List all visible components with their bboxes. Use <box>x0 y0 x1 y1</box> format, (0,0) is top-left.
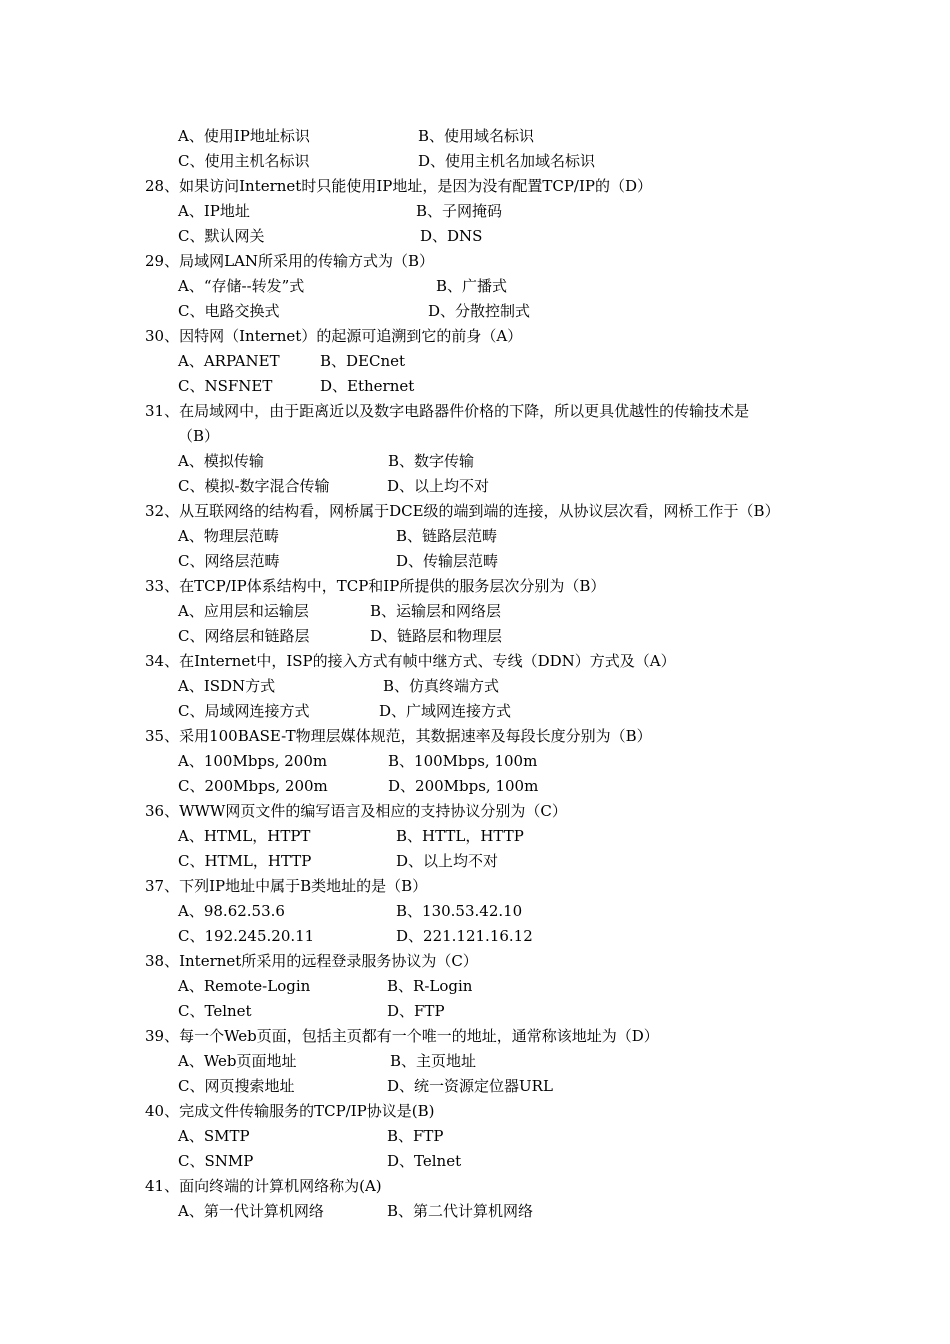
option-right: D、以上均不对 <box>387 477 490 495</box>
option-right: D、Telnet <box>387 1152 462 1170</box>
option-right: B、DECnet <box>320 352 406 370</box>
option-left: A、使用IP地址标识 <box>178 127 310 145</box>
option-right: D、使用主机名加域名标识 <box>418 152 596 170</box>
option-right: B、FTP <box>387 1127 444 1145</box>
option-right: B、使用域名标识 <box>418 127 535 145</box>
option-left: A、HTML，HTPT <box>178 827 311 845</box>
option-right: B、数字传输 <box>388 452 475 470</box>
option-left: C、192.245.20.11 <box>178 927 315 945</box>
option-left: C、NSFNET <box>178 377 273 395</box>
option-left: C、默认网关 <box>178 227 265 245</box>
option-right: D、传输层范畴 <box>396 552 499 570</box>
option-right: D、DNS <box>420 227 483 245</box>
option-right: B、HTTL，HTTP <box>396 827 524 845</box>
option-left: A、100Mbps, 200m <box>178 752 328 770</box>
question-text: 32、从互联网络的结构看，网桥属于DCE级的端到端的连接，从协议层次看，网桥工作于（B） <box>145 502 780 520</box>
question-text: 38、Internet所采用的远程登录服务协议为（C） <box>145 952 478 970</box>
option-left: C、SNMP <box>178 1152 254 1170</box>
option-left: C、网络层和链路层 <box>178 627 310 645</box>
question-continuation: （B） <box>178 427 220 445</box>
option-right: D、以上均不对 <box>396 852 499 870</box>
question-text: 31、在局域网中，由于距离近以及数字电路器件价格的下降，所以更具优越性的传输技术是 <box>145 402 750 420</box>
option-left: C、网络层范畴 <box>178 552 280 570</box>
option-left: C、网页搜索地址 <box>178 1077 295 1095</box>
option-right: B、主页地址 <box>390 1052 477 1070</box>
question-text: 40、完成文件传输服务的TCP/IP协议是(B) <box>145 1102 435 1120</box>
option-right: B、广播式 <box>436 277 508 295</box>
option-left: A、SMTP <box>178 1127 250 1145</box>
question-text: 39、每一个Web页面，包括主页都有一个唯一的地址，通常称该地址为（D） <box>145 1027 659 1045</box>
option-left: C、200Mbps, 200m <box>178 777 328 795</box>
option-right: D、Ethernet <box>320 377 415 395</box>
option-left: A、98.62.53.6 <box>178 902 285 920</box>
option-left: C、电路交换式 <box>178 302 280 320</box>
option-right: B、130.53.42.10 <box>396 902 523 920</box>
option-right: B、仿真终端方式 <box>383 677 500 695</box>
option-left: A、第一代计算机网络 <box>178 1202 324 1220</box>
option-left: C、Telnet <box>178 1002 252 1020</box>
option-left: A、物理层范畴 <box>178 527 279 545</box>
option-left: C、局域网连接方式 <box>178 702 310 720</box>
option-right: D、200Mbps, 100m <box>388 777 539 795</box>
option-right: D、统一资源定位器URL <box>387 1077 553 1095</box>
option-left: A、应用层和运输层 <box>178 602 309 620</box>
option-left: A、Remote-Login <box>178 977 311 995</box>
option-left: C、模拟-数字混合传输 <box>178 477 330 495</box>
option-left: C、使用主机名标识 <box>178 152 310 170</box>
question-text: 29、局域网LAN所采用的传输方式为（B） <box>145 252 435 270</box>
option-left: A、ARPANET <box>178 352 280 370</box>
option-left: A、ISDN方式 <box>178 677 276 695</box>
option-right: D、链路层和物理层 <box>370 627 503 645</box>
option-right: B、运输层和网络层 <box>370 602 502 620</box>
option-right: D、FTP <box>387 1002 445 1020</box>
option-right: B、R-Login <box>387 977 473 995</box>
option-left: A、“存储--转发”式 <box>178 277 305 295</box>
question-text: 41、面向终端的计算机网络称为(A) <box>145 1177 382 1195</box>
option-right: B、链路层范畴 <box>396 527 498 545</box>
option-right: D、广域网连接方式 <box>379 702 512 720</box>
question-text: 30、因特网（Internet）的起源可追溯到它的前身（A） <box>145 327 523 345</box>
option-left: A、模拟传输 <box>178 452 264 470</box>
question-text: 33、在TCP/IP体系结构中，TCP和IP所提供的服务层次分别为（B） <box>145 577 606 595</box>
question-text: 34、在Internet中，ISP的接入方式有帧中继方式、专线（DDN）方式及（A） <box>145 652 676 670</box>
option-right: B、第二代计算机网络 <box>387 1202 534 1220</box>
option-left: A、IP地址 <box>178 202 250 220</box>
question-text: 28、如果访问Internet时只能使用IP地址，是因为没有配置TCP/IP的（D） <box>145 177 653 195</box>
option-left: A、Web页面地址 <box>178 1052 297 1070</box>
question-text: 36、WWW网页文件的编写语言及相应的支持协议分别为（C） <box>145 802 567 820</box>
option-right: D、分散控制式 <box>428 302 531 320</box>
question-text: 37、下列IP地址中属于B类地址的是（B） <box>145 877 428 895</box>
question-text: 35、采用100BASE-T物理层媒体规范，其数据速率及每段长度分别为（B） <box>145 727 652 745</box>
option-left: C、HTML，HTTP <box>178 852 312 870</box>
option-right: B、100Mbps, 100m <box>388 752 538 770</box>
option-right: B、子网掩码 <box>416 202 503 220</box>
option-right: D、221.121.16.12 <box>396 927 533 945</box>
